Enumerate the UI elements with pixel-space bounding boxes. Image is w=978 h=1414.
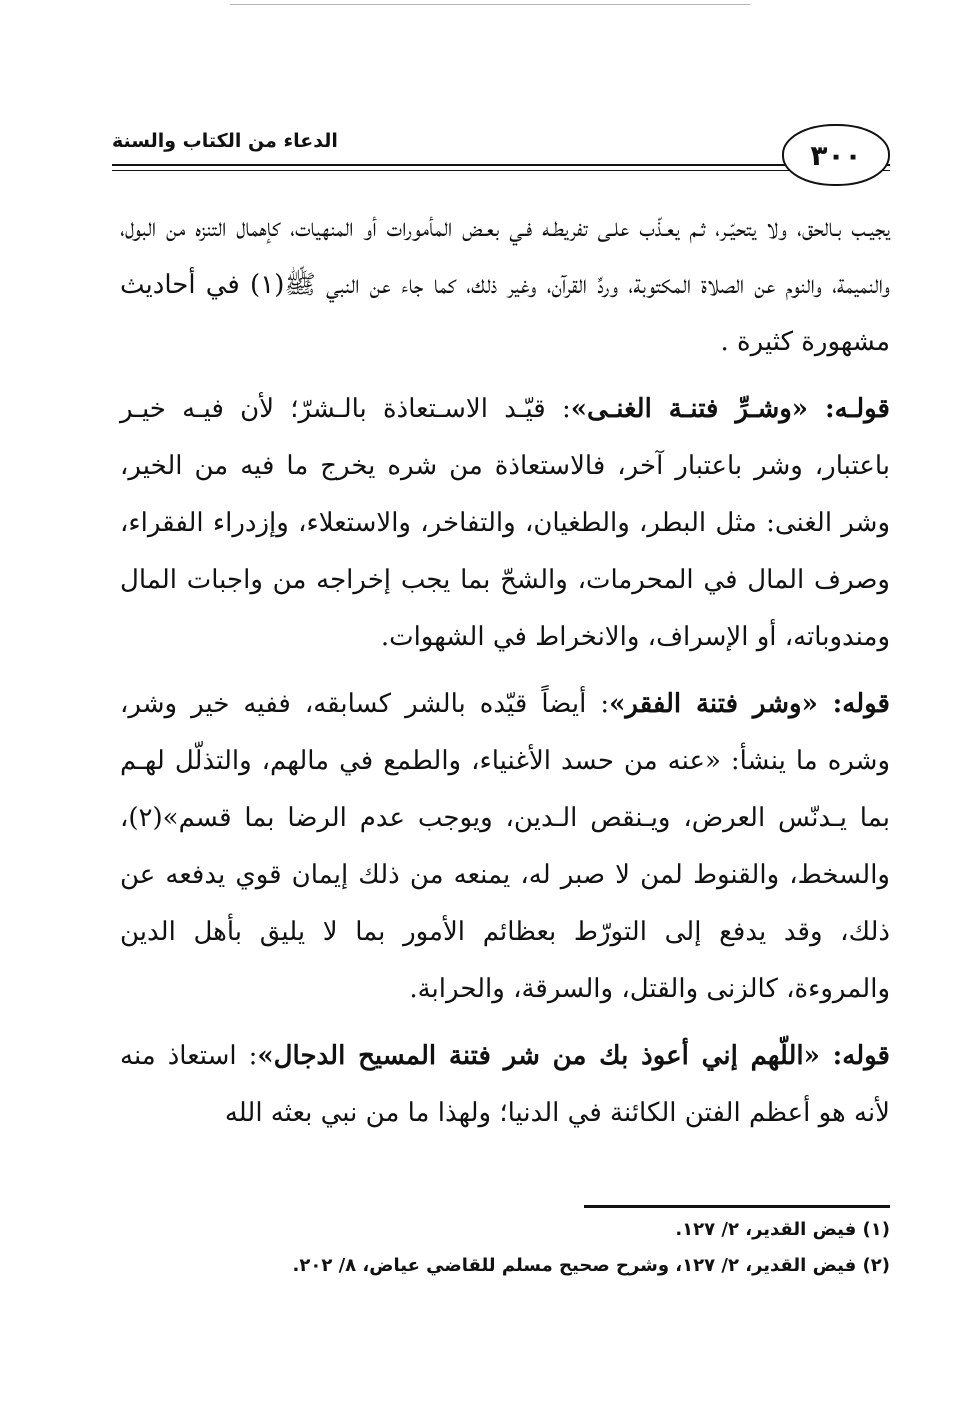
page-number-badge [782,124,890,186]
footnote-separator [584,1205,890,1208]
header-title: الدعاء من الكتاب والسنة [112,130,338,152]
paragraph-3-lead: قوله: «وشر فتنة الفقر» [609,689,890,719]
footnotes [120,1212,890,1284]
paragraph-2 [120,381,890,666]
footnote-1: (١) فيض القدير، ٢/ ١٢٧. [675,1219,890,1240]
paragraph-2-text: : قيّـد الاسـتعاذة بالـشرّ؛ لأن فيـه خيـر باعتبار، وشر باعتبار آخر، فالاستعاذة من شره يخرج ما فيه من الخير، وشر الغنى: مثل البطر، والطغيان، والتفاخر، والاستعلاء، وإزدراء الفقراء، وصرف المال في المحرمات، والشحّ بما يجب إخراجه من واجبات المال ومندوباته، أو الإسراف، والانخراط في الشهوات. [120,394,890,652]
paragraph-1-text: يجيـب بـالحق، ولا يتحيّـر، ثـم يعـذّب علـى تفريطـه فـي بعـض المأمورات أو المنهيات، كإهمال التنزه من البول، والنميمة، والنوم عن الصلاة المكتوبة، وردِّ القرآن، وغير ذلك، كما جاء عن النبي ﷺ(١) في أحاديث مشهورة كثيرة . [120,213,890,357]
paragraph-1 [120,200,890,371]
main-text [120,200,890,1142]
page-number: ٣٠٠ [810,138,862,172]
paragraph-2-lead: قولـه: «وشـرِّ فتنـة الغنـى» [570,394,890,424]
header-rule [112,164,890,166]
paragraph-3 [120,676,890,1018]
header-rule-thin [112,170,890,171]
paragraph-4-lead: قوله: «اللّهم إني أعوذ بك من شر فتنة المسيح الدجال» [257,1041,890,1071]
paragraph-3-text: : أيضاً قيّده بالشر كسابقه، ففيه خير وشر، وشره ما ينشأ: «عنه من حسد الأغنياء، والطمع في مالهم، والتذلّل لهـم بما يـدنّس العرض، ويـنقص الـدين، ويوجب عدم الرضا بما قسم»(٢)، والسخط، والقنوط لمن لا صبر له، يمنعه من ذلك إيمان قوي يدفعه عن ذلك، وقد يدفع إلى التورّط بعظائم الأمور بما لا يليق بأهل الدين والمروءة، كالزنى والقتل، والسرقة، والحرابة. [120,689,890,1004]
footnote-2: (٢) فيض القدير، ٢/ ١٢٧، وشرح صحيح مسلم للقاضي عياض، ٨/ ٢٠٢. [292,1255,890,1276]
paragraph-4-text: : استعاذ منه لأنه هو أعظم الفتن الكائنة في الدنيا؛ ولهذا ما من نبي بعثه الله [120,1041,890,1128]
scan-edge-line [230,4,750,5]
paragraph-4 [120,1028,890,1142]
running-header [112,118,890,196]
